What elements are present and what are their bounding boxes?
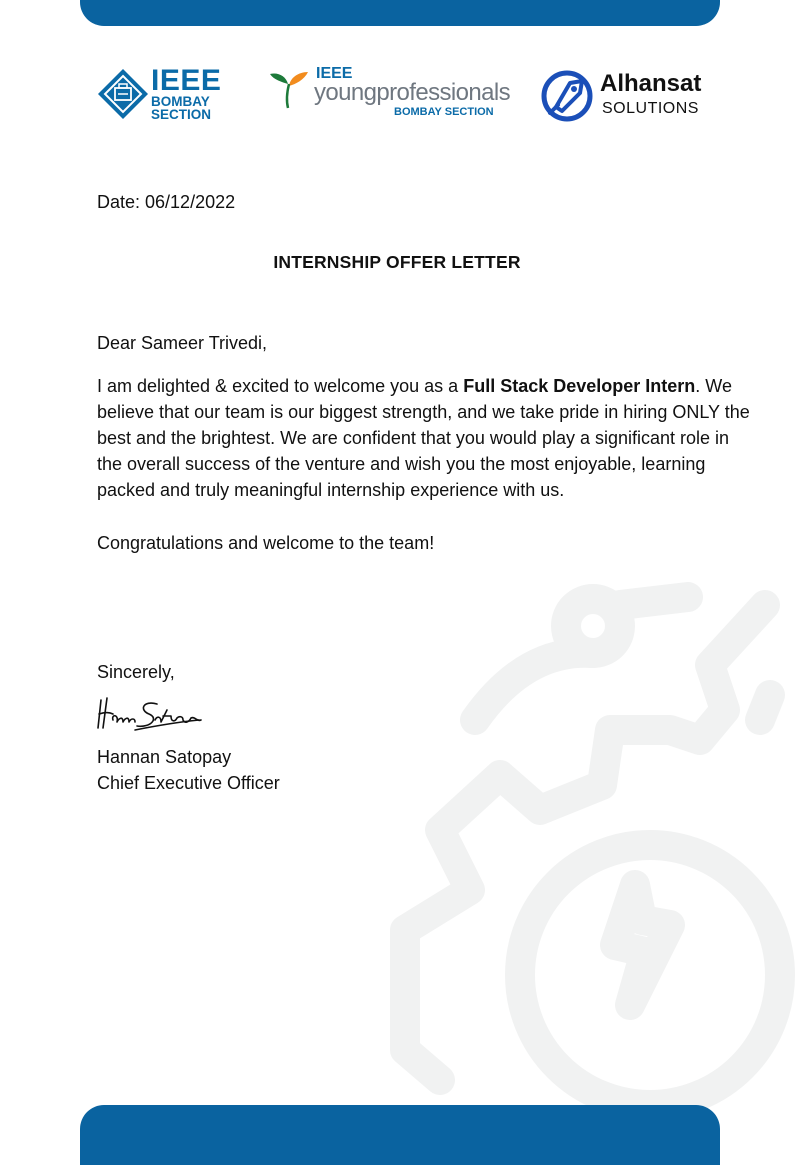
body-intro: I am delighted & excited to welcome you as a <box>97 376 464 396</box>
ieee-yp-line2: youngprofessionals <box>314 79 511 106</box>
signer-title: Chief Executive Officer <box>97 773 280 793</box>
ieee-young-professionals-logo <box>268 65 511 120</box>
ieee-diamond-icon <box>97 68 149 120</box>
young-professionals-leaf-icon <box>268 68 312 112</box>
ieee-yp-line1: IEEE <box>316 65 353 82</box>
header-bar <box>80 0 720 26</box>
alhansat-line1: Alhansat <box>600 70 702 97</box>
alhansat-logo <box>540 66 710 126</box>
ieee-bombay-line2: BOMBAY <box>151 94 210 109</box>
gear-lightning-watermark-icon <box>380 580 800 1131</box>
letter-date: Date: 06/12/2022 <box>97 192 236 212</box>
signer-name: Hannan Satopay <box>97 747 232 767</box>
ieee-yp-line3: BOMBAY SECTION <box>394 106 494 118</box>
letter-greeting: Dear Sameer Trivedi, <box>97 333 268 353</box>
letter-title: INTERNSHIP OFFER LETTER <box>273 252 521 272</box>
body-role: Full Stack Developer Intern <box>463 376 696 396</box>
ieee-bombay-logo <box>97 66 237 124</box>
footer-bar <box>80 1105 720 1165</box>
letter-congrats: Congratulations and welcome to the team! <box>97 533 435 553</box>
letter-closing: Sincerely, <box>97 662 175 682</box>
alhansat-rocket-icon <box>540 69 594 123</box>
letter-body <box>97 373 759 503</box>
body-rest: . We believe that our team is our biggest strength, and we take pride in hiring ONLY the best and the brightest. We are confident that you would play a significant role in the overall success of the venture and wish you the most enjoyable, learning packed and truly meaningful internship experience with us. <box>97 376 750 500</box>
handwritten-signature <box>95 692 207 736</box>
ieee-bombay-line1: IEEE <box>151 64 222 97</box>
ieee-bombay-line3: SECTION <box>151 107 212 122</box>
alhansat-line2: SOLUTIONS <box>602 100 699 117</box>
